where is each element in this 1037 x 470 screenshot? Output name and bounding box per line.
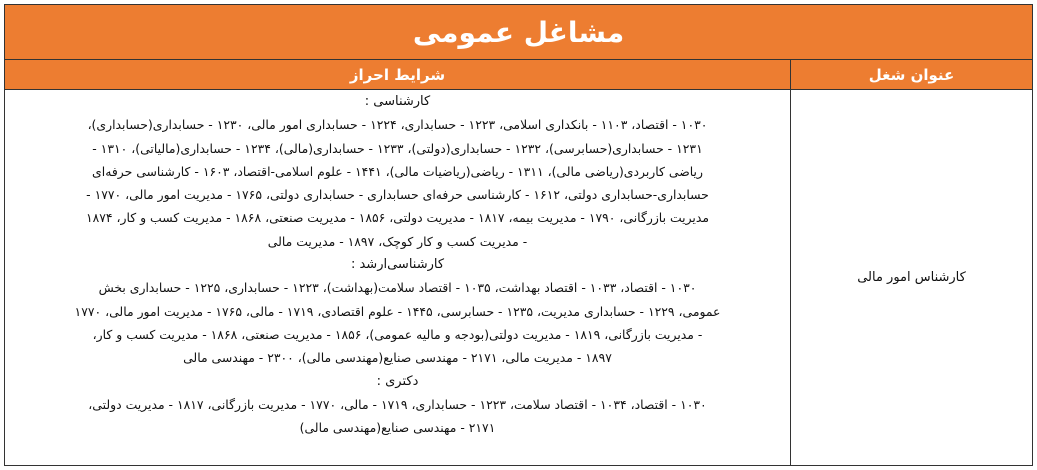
job-title-column-header: عنوان شغل (790, 60, 1032, 89)
job-table (4, 4, 1033, 466)
requirement-line: ۱۰۳۰ - اقتصاد، ۱۱۰۳ - بانکداری اسلامی، ۱۲۲۳ - حسابداری، ۱۲۲۴ - حسابداری امور مالی، ۱۲۳۰ - حسابداری(حسابداری)، (87, 117, 708, 133)
requirement-line: عمومی، ۱۲۲۹ - حسابداری مدیریت، ۱۲۳۵ - حسابرسی، ۱۴۴۵ - علوم اقتصادی، ۱۷۱۹ - مالی، ۱۷۶۵ - مدیریت امور مالی، ۱۷۷۰ (74, 303, 721, 319)
degree-heading-master: کارشناسی‌ارشد : (350, 257, 445, 273)
requirement-line: مدیریت بازرگانی، ۱۷۹۰ - مدیریت بیمه، ۱۸۱۷ - مدیریت دولتی، ۱۸۵۶ - مدیریت صنعتی، ۱۸۶۸ - مدیریت کسب و کار، ۱۸۷۴ (85, 210, 710, 226)
requirement-line: ۱۰۳۰ - اقتصاد، ۱۰۳۴ - اقتصاد سلامت، ۱۲۲۳ - حسابداری، ۱۷۱۹ - مالی، ۱۷۷۰ - مدیریت بازرگانی، ۱۸۱۷ - مدیریت دولتی، (88, 396, 707, 412)
requirement-line: حسابداری-حسابداری دولتی، ۱۶۱۲ - کارشناسی حرفه‌ای حسابداری - حسابداری دولتی، ۱۷۶۵ - مدیریت امور مالی، ۱۷۷۰ - (86, 187, 709, 203)
requirement-line: ۱۸۹۷ - مدیریت مالی، ۲۱۷۱ - مهندسی صنایع(مهندسی مالی)، ۲۳۰۰ - مهندسی مالی (183, 350, 612, 366)
requirement-line: ۱۲۳۱ - حسابداری(حسابرسی)، ۱۲۳۲ - حسابداری(دولتی)، ۱۲۳۳ - حسابداری(مالی)، ۱۲۳۴ - حسابداری(مالیاتی)، ۱۳۱۰ - (92, 140, 703, 156)
requirement-line: ۲۱۷۱ - مهندسی صنایع(مهندسی مالی) (299, 420, 496, 436)
job-title-cell: کارشناس امور مالی (790, 90, 1032, 465)
requirement-line: - مدیریت بازرگانی، ۱۸۱۹ - مدیریت دولتی(بودجه و مالیه عمومی)، ۱۸۵۶ - مدیریت صنعتی، ۱۸۶۸ - مدیریت کسب و کار، (92, 326, 703, 342)
requirements-column-header: شرایط احراز (5, 60, 790, 89)
table-header-row (5, 60, 1032, 90)
requirement-line: - مدیریت کسب و کار کوچک، ۱۸۹۷ - مدیریت مالی (267, 233, 528, 249)
requirement-line: ریاضی کاربردی(ریاضی مالی)، ۱۳۱۱ - ریاضی(ریاضیات مالی)، ۱۴۴۱ - علوم اسلامی-اقتصاد، ۱۶۰۳ - کارشناسی حرفه‌ای (92, 163, 703, 179)
table-row (5, 90, 1032, 465)
degree-heading-bachelor: کارشناسی : (364, 94, 431, 109)
table-title: مشاغل عمومی (5, 5, 1032, 60)
requirement-line: ۱۰۳۰ - اقتصاد، ۱۰۳۳ - اقتصاد بهداشت، ۱۰۳۵ - اقتصاد سلامت(بهداشت)، ۱۲۲۳ - حسابداری، ۱۲۲۵ - حسابداری بخش (98, 280, 697, 296)
degree-heading-doctorate: دکتری : (376, 373, 419, 389)
requirements-cell (5, 90, 790, 465)
